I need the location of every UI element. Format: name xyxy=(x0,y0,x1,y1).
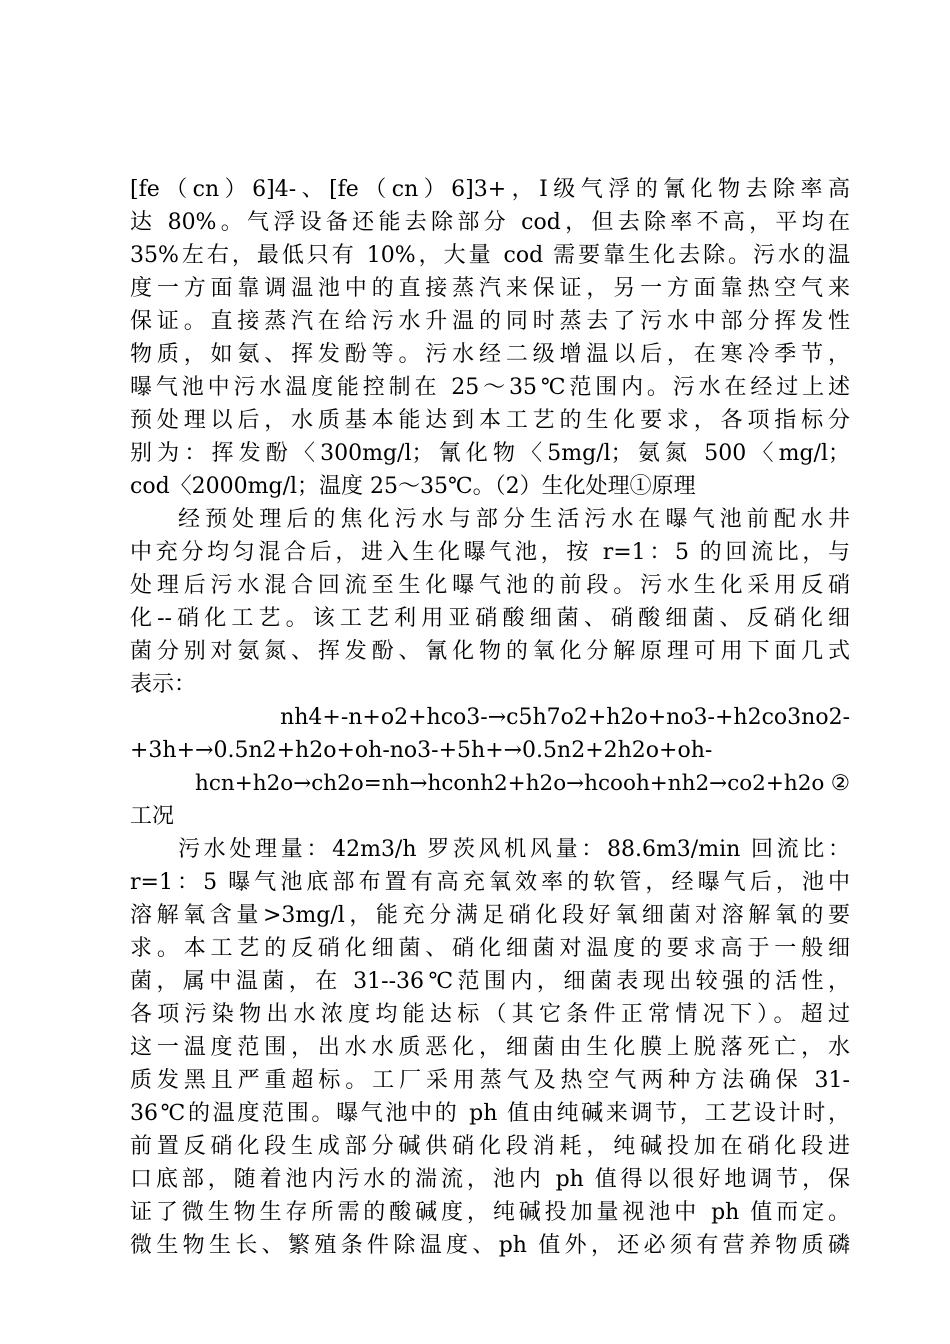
text-line: 求。本工艺的反硝化细菌、硝化细菌对温度的要求高于一般细 xyxy=(130,936,850,961)
text-line: 菌分别对氨氮、挥发酚、氰化物的氧化分解原理可用下面几式 xyxy=(130,639,850,664)
text-line: 溶解氧含量>3mg/l，能充分满足硝化段好氧细菌对溶解氧的要 xyxy=(130,903,850,928)
text-line: 口底部，随着池内污水的湍流，池内 ph 值得以很好地调节，保 xyxy=(130,1167,850,1192)
paragraph-first-line: 经预处理后的焦化污水与部分生活污水在曝气池前配水井 xyxy=(178,507,850,532)
text-line: r=1：5 曝气池底部布置有高充氧效率的软管，经曝气后，池中 xyxy=(130,870,850,895)
text-line: 中充分均匀混合后，进入生化曝气池，按 r=1：5 的回流比，与 xyxy=(130,540,850,565)
text-line: 达 80%。气浮设备还能去除部分 cod，但去除率不高，平均在 xyxy=(130,210,850,235)
text-line: 36℃的温度范围。曝气池中的 ph 值由纯碱来调节，工艺设计时， xyxy=(130,1101,850,1126)
text-line: 保证。直接蒸汽在给污水升温的同时蒸去了污水中部分挥发性 xyxy=(130,309,850,334)
text-line: 处理后污水混合回流至生化曝气池的前段。污水生化采用反硝 xyxy=(130,573,850,598)
text-line: 前置反硝化段生成部分碱供硝化段消耗，纯碱投加在硝化段进 xyxy=(130,1134,850,1159)
text-line: 别为：挥发酚〈300mg/l；氰化物〈5mg/l；氨氮 500〈mg/l； xyxy=(130,441,850,466)
text-line: 各项污染物出水浓度均能达标（其它条件正常情况下）。超过 xyxy=(130,1002,850,1027)
text-line: 这一温度范围，出水水质恶化，细菌由生化膜上脱落死亡，水 xyxy=(130,1035,850,1060)
text-line: 表示： xyxy=(130,672,197,697)
text-line: [fe（cn）6]4-、[fe（cn）6]3+，Ⅰ级气浮的氰化物去除率高 xyxy=(130,177,850,202)
text-line: 工况 xyxy=(130,804,175,829)
formula-line: hcn+h2o→ch2o=nh→hconh2+h2o→hcooh+nh2→co2+h2o② xyxy=(195,771,850,796)
formula-line: +3h+→0.5n2+h2o+oh-no3-+5h+→0.5n2+2h2o+oh- xyxy=(130,738,713,763)
text-line: 35%左右，最低只有 10%，大量 cod 需要靠生化去除。污水的温 xyxy=(130,243,850,268)
text-line: 度一方面靠调温池中的直接蒸汽来保证，另一方面靠热空气来 xyxy=(130,276,850,301)
text-line: 证了微生物生存所需的酸碱度，纯碱投加量视池中 ph 值而定。 xyxy=(130,1200,850,1225)
text-line: cod〈2000mg/l；温度 25～35℃。（2）生化处理①原理 xyxy=(130,474,696,499)
paragraph-first-line: 污水处理量：42m3/h 罗茨风机风量：88.6m3/min 回流比： xyxy=(178,837,850,862)
text-line: 微生物生长、繁殖条件除温度、ph 值外，还必须有营养物质磷 xyxy=(130,1233,850,1258)
text-line: 化--硝化工艺。该工艺利用亚硝酸细菌、硝酸细菌、反硝化细 xyxy=(130,606,850,631)
text-line: 质发黑且严重超标。工厂采用蒸气及热空气两种方法确保 31- xyxy=(130,1068,850,1093)
text-line: 曝气池中污水温度能控制在 25～35℃范围内。污水在经过上述 xyxy=(130,375,850,400)
text-line: 物质，如氨、挥发酚等。污水经二级增温以后，在寒冷季节， xyxy=(130,342,850,367)
text-line: 预处理以后，水质基本能达到本工艺的生化要求，各项指标分 xyxy=(130,408,850,433)
text-line: 菌，属中温菌，在 31--36℃范围内，细菌表现出较强的活性， xyxy=(130,969,850,994)
formula-line: nh4+-n+o2+hco3-→c5h7o2+h2o+no3-+h2co3no2- xyxy=(280,705,850,730)
